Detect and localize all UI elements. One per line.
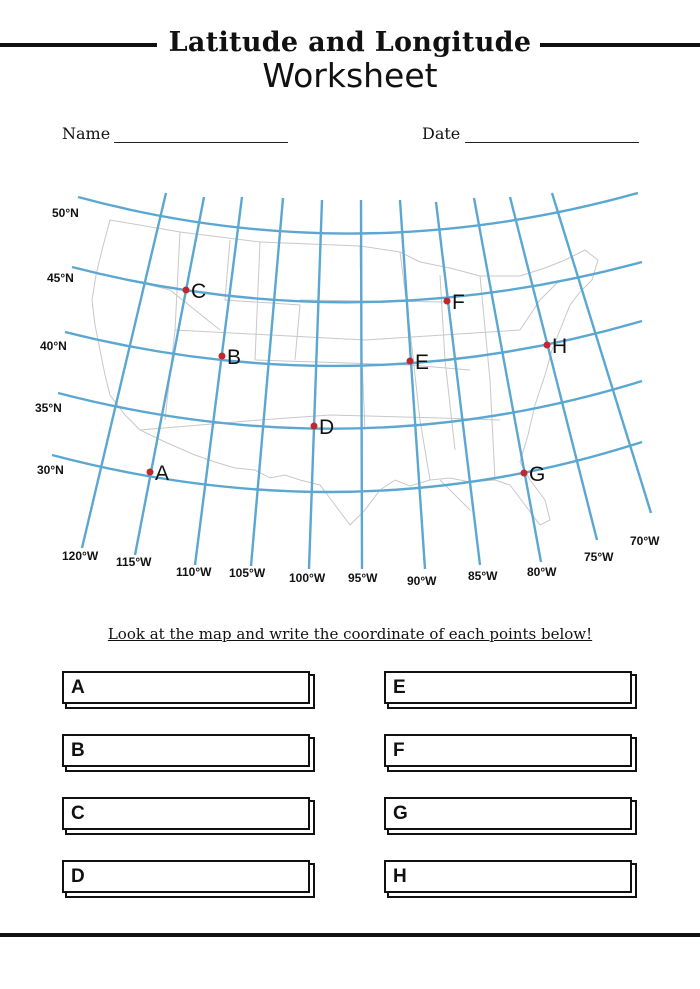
answer-box-b[interactable] [62, 734, 310, 767]
longitude-label: 115°W [116, 555, 152, 569]
date-field[interactable] [465, 142, 639, 143]
longitude-line [361, 200, 362, 569]
point-marker-a [147, 469, 154, 476]
point-label-e: E [415, 351, 430, 374]
longitude-line [474, 198, 541, 562]
answer-letter: A [71, 677, 85, 698]
answer-box-c[interactable] [62, 797, 310, 830]
longitude-label: 110°W [176, 565, 212, 579]
point-label-f: F [452, 291, 465, 314]
latitude-line [58, 381, 642, 429]
point-label-d: D [319, 416, 335, 439]
longitude-line [195, 197, 242, 565]
longitude-line [251, 198, 283, 566]
coordinate-labels [35, 206, 660, 588]
point-label-g: G [529, 463, 546, 486]
point-label-c: C [191, 280, 207, 303]
name-field[interactable] [114, 142, 288, 143]
point-marker-e [407, 358, 414, 365]
longitude-line [400, 200, 425, 569]
latitude-label: 30°N [37, 463, 64, 477]
worksheet-title: Latitude and Longitude [168, 27, 532, 58]
instruction-text: Look at the map and write the coordinate of each points below! [107, 625, 593, 643]
answer-letter: E [393, 677, 406, 698]
latitude-label: 35°N [35, 401, 62, 415]
point-marker-c [183, 287, 190, 294]
answer-letter: C [71, 803, 85, 824]
longitude-line [135, 197, 207, 555]
point-label-a: A [155, 462, 170, 485]
answer-letter: F [393, 740, 405, 761]
answer-box-e[interactable] [384, 671, 632, 704]
answer-letter: B [71, 740, 85, 761]
longitude-label: 90°W [407, 574, 437, 588]
coordinate-grid [52, 193, 651, 569]
longitude-label: 75°W [584, 550, 614, 564]
answer-box-d[interactable] [62, 860, 310, 893]
longitude-line [309, 200, 322, 569]
longitude-label: 95°W [348, 571, 378, 585]
point-marker-d [311, 423, 318, 430]
longitude-label: 105°W [229, 566, 266, 580]
longitude-line [510, 197, 597, 540]
point-marker-g [521, 470, 528, 477]
point-marker-f [444, 298, 451, 305]
date-label: Date [422, 124, 461, 143]
longitude-label: 100°W [289, 571, 326, 585]
latitude-label: 40°N [40, 339, 67, 353]
answer-letter: G [393, 803, 408, 824]
answer-box-h[interactable] [384, 860, 632, 893]
longitude-line [436, 202, 480, 565]
point-label-b: B [227, 346, 242, 369]
latitude-label: 50°N [52, 206, 79, 220]
us-latitude-longitude-map [0, 180, 700, 600]
point-label-h: H [552, 335, 568, 358]
point-marker-b [219, 353, 226, 360]
answer-letter: H [393, 866, 407, 887]
point-marker-h [544, 342, 551, 349]
name-label: Name [62, 124, 111, 143]
latitude-label: 45°N [47, 271, 74, 285]
footer-rule [0, 933, 700, 937]
longitude-line [82, 193, 166, 548]
longitude-label: 85°W [468, 569, 498, 583]
longitude-label: 120°W [62, 549, 99, 563]
answer-box-f[interactable] [384, 734, 632, 767]
latitude-line [52, 442, 642, 492]
answer-letter: D [71, 866, 85, 887]
longitude-label: 70°W [630, 534, 660, 548]
answer-box-g[interactable] [384, 797, 632, 830]
latitude-line [72, 262, 642, 302]
worksheet-subtitle: Worksheet [262, 56, 438, 95]
answer-box-a[interactable] [62, 671, 310, 704]
longitude-label: 80°W [527, 565, 557, 579]
